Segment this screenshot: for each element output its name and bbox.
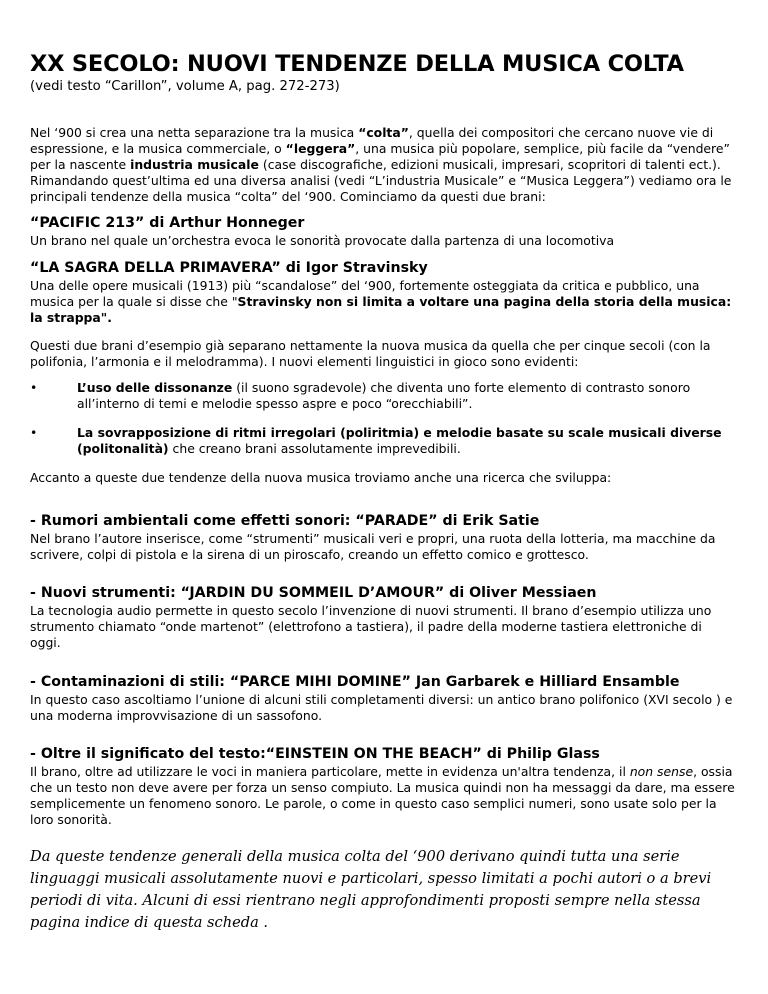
section-heading-parce: - Contaminazioni di stili: “PARCE MIHI DOMINE” Jan Garbarek e Hilliard Ensamble (30, 674, 680, 690)
page-title: XX SECOLO: NUOVI TENDENZE DELLA MUSICA COLTA (30, 51, 684, 77)
einstein-text-2: , ossia che un testo non deve avere per forza un senso compiuto. La musica quindi non ha messaggi da dare, ma essere semplicemente un fenomeno sonoro. Le parole, o come in questo caso semplici numeri, sono usate solo per la loro sonorità. (30, 764, 735, 827)
section-text-einstein (30, 764, 735, 828)
einstein-text-1: Il brano, oltre ad utilizzare le voci in maniera particolare, mette in evidenza un'altra tendenza, il (30, 764, 630, 779)
transition-paragraph: Questi due brani d’esempio già separano nettamente la nuova musica da quella che per cinque secoli (con la polifonia, l’armonia e il melodramma). I nuovi elementi linguistici in gioco sono evidenti: (30, 338, 711, 369)
document-page (30, 50, 735, 934)
section-heading-jardin: - Nuovi strumenti: “JARDIN DU SOMMEIL D’AMOUR” di Oliver Messiaen (30, 585, 597, 601)
closing-paragraph: Da queste tendenze generali della musica colta del ‘900 derivano quindi tutta una serie linguaggi musicali assolutamente nuovi e particolari, spesso limitati a pochi autori o a brevi periodi di vita. Alcuni di essi rientrano negli approfondimenti proposti sempre nella stessa pagina indice di questa scheda . (30, 848, 712, 931)
bullet-bold: La sovrapposizione di ritmi irregolari (poliritmia) e melodie basate su scale musicali diverse (politonalità) (77, 425, 722, 456)
intro-text-3: , una musica più popolare, semplice, più facile da “vendere” per la nascente (30, 141, 730, 172)
bullet-text: (il suono sgradevole) che diventa uno forte elemento di contrasto sonoro all’interno di temi e melodie spesso aspre e poco “orecchiabili”. (77, 380, 691, 411)
einstein-nonsense: non sense (629, 764, 694, 779)
section-text-parade: Nel brano l’autore inserisce, come “strumenti” musicali veri e propri, una ruota della lotteria, ma macchine da scrivere, colpi di pistola e la sirena di un piroscafo, creando un effetto comico e grottesco. (30, 531, 716, 562)
bullet-icon: • (30, 380, 38, 395)
intro-text-2: , quella dei compositori che cercano nuove vie di espressione, e la musica commerciale, o (30, 125, 714, 156)
intro-bold-industria: industria musicale (130, 157, 259, 172)
intro-paragraph (30, 125, 735, 205)
section-text-jardin: La tecnologia audio permette in questo secolo l’invenzione di nuovi strumenti. Il brano d’esempio utilizza uno strumento chiamato “onde martenot” (elettrofono a tastiera), il padre della moderne tastiera elettroniche di oggi. (30, 603, 712, 650)
intro-text-1: Nel ‘900 si crea una netta separazione tra la musica (30, 125, 359, 140)
sagra-quote: Stravinsky non si limita a voltare una pagina della storia della musica: la strappa". (30, 294, 732, 325)
bullet-list (30, 380, 735, 457)
list-item (30, 380, 735, 412)
bullet-bold: L’uso delle dissonanze (77, 380, 233, 395)
sagra-paragraph (30, 278, 735, 326)
list-item (30, 425, 735, 457)
accanto-paragraph: Accanto a queste due tendenze della nuova musica troviamo anche una ricerca che sviluppa: (30, 470, 612, 485)
sagra-text: Una delle opere musicali (1913) più “scandalose” del ‘900, fortemente osteggiata da critica e pubblico, una musica per la quale si disse che " (30, 278, 700, 309)
bullet-icon: • (30, 425, 38, 440)
section-heading-einstein: - Oltre il significato del testo:“EINSTEIN ON THE BEACH” di Philip Glass (30, 746, 600, 762)
pacific-text: Un brano nel quale un’orchestra evoca le sonorità provocate dalla partenza di una locomotiva (30, 233, 615, 248)
section-heading-parade: - Rumori ambientali come effetti sonori: “PARADE” di Erik Satie (30, 513, 540, 529)
intro-bold-colta: “colta” (358, 125, 409, 140)
intro-text-4: (case discografiche, edizioni musicali, impresari, scopritori di talenti ect.). Rimandando quest’ultima ed una diversa analisi (vedi “L’industria Musicale” e “Musica Leggera”) vediamo ora le principali tendenze della musica “colta” del ‘900. Cominciamo da questi due brani: (30, 157, 732, 204)
pacific-heading: “PACIFIC 213” di Arthur Honneger (30, 215, 305, 231)
section-text-parce: In questo caso ascoltiamo l’unione di alcuni stili completamenti diversi: un antico brano polifonico (XVI secolo ) e una moderna improvvisazione di un sassofono. (30, 692, 733, 723)
bullet-text: che creano brani assolutamente imprevedibili. (168, 441, 461, 456)
intro-bold-leggera: “leggera” (285, 141, 356, 156)
page-subtitle: (vedi testo “Carillon”, volume A, pag. 272-273) (30, 79, 340, 94)
sagra-heading: “LA SAGRA DELLA PRIMAVERA” di Igor Stravinsky (30, 260, 428, 276)
